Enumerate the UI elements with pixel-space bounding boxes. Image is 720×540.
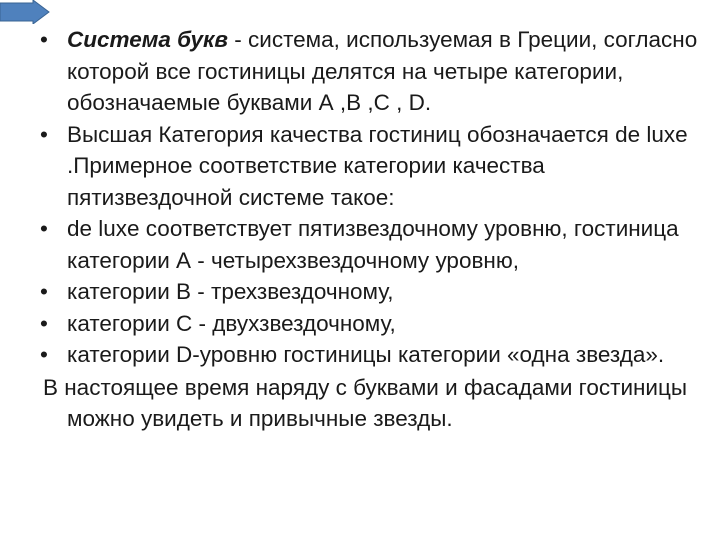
list-item xyxy=(40,24,712,119)
list-item-text: категории С - двухзвездочному, xyxy=(67,310,396,336)
bullet-marker: • xyxy=(40,27,48,52)
right-arrow-icon[interactable] xyxy=(0,0,50,24)
term-sistema-bukv: Система букв xyxy=(67,27,229,52)
bullet-marker: • xyxy=(40,342,48,367)
list-item-text: категории D-уровню гостиницы категории «одна звезда». xyxy=(67,342,665,367)
list-item-text: категории В - трехзвездочному, xyxy=(67,279,394,304)
bullet-marker: • xyxy=(40,216,48,241)
list-item-text: de luxe соответствует пятизвездочному уровню, гостиница категории А - четырехзвездочному уровню, xyxy=(67,216,679,273)
bullet-marker: • xyxy=(40,310,48,336)
slide-text xyxy=(40,24,712,435)
list-item xyxy=(40,308,712,340)
list-item xyxy=(40,213,712,276)
closing-paragraph: В настоящее время наряду с буквами и фасадами гостиницы можно увидеть и привычные звезды. xyxy=(43,374,688,431)
bullet-marker: • xyxy=(40,279,48,304)
list-item-text: - система, используемая в Греции, согласно которой все гостиницы делятся на четыре категории, обозначаемые буквами А ,В ,С , D. xyxy=(67,27,698,115)
list-item-text: Высшая Категория качества гостиниц обозначается de luxe .Примерное соответствие категории качества пятизвездочной системе такое: xyxy=(67,121,688,210)
list-item xyxy=(40,276,712,308)
list-item xyxy=(40,339,712,371)
list-item xyxy=(40,119,712,214)
bullet-marker: • xyxy=(40,121,48,147)
